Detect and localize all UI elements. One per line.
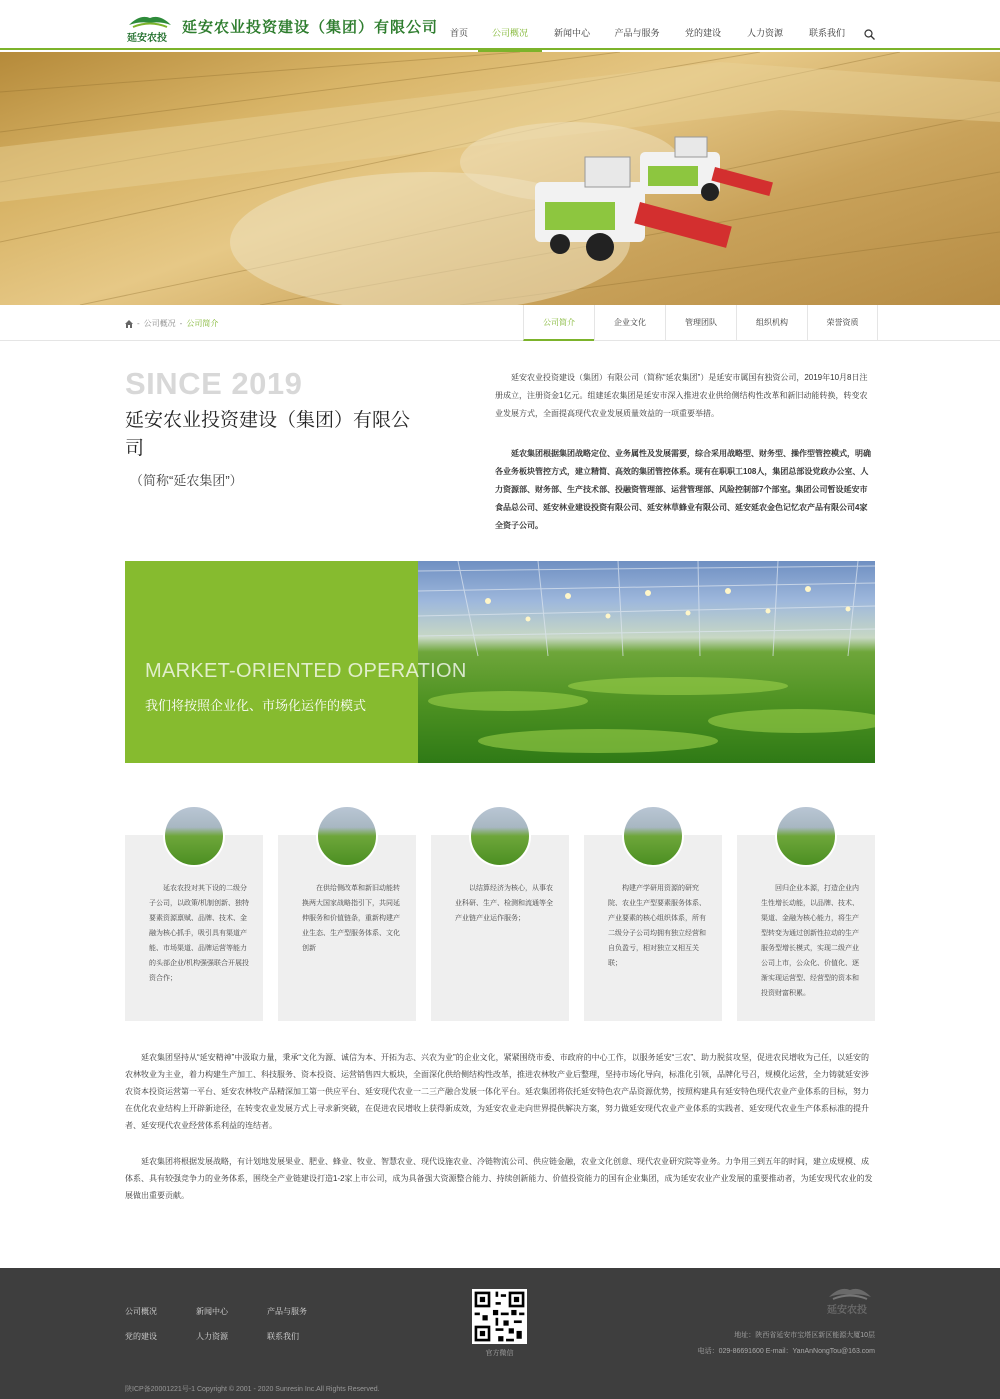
breadcrumb bbox=[125, 318, 218, 329]
breadcrumb-sep: - bbox=[137, 319, 140, 328]
footer-phone-email: 电话：029-86691600 E-mail：YanAnNongTou@163.com bbox=[697, 1348, 875, 1355]
site-header bbox=[0, 0, 1000, 50]
subtabs bbox=[523, 305, 878, 341]
body-paragraph-2: 延农集团将根据发展战略，有计划地发展果业、肥业、蜂业、牧业、智慧农业、现代设施农业、冷链物流公司、供应链金融，农业文化创意、现代农业研究院等业务。力争用三到五年的时间，建立成规模、成体系、具有较强竞争力的业务体系，围绕全产业链建设打造1-2家上市公司，成为具备强大资源整合能力、持续创新能力、价值投资能力的国有企业集团，成为延安农业产业发展的重要推动者，为延安现代农业的发展做出重要贡献。 bbox=[125, 1157, 873, 1200]
card-greenhouse-image bbox=[316, 805, 378, 867]
breadcrumb-sep: - bbox=[179, 319, 183, 328]
footer-link-contact[interactable]: 联系我们 bbox=[267, 1332, 299, 1341]
card-text: 回归企业本源，打造企业内生性增长动能，以品牌、技术、渠道、金融为核心能力，将生产型转变为通过创新性拉动的生产服务型增长模式，实现二级产业公司上市，公众化、价值化、逐渐实现运营型、经营型的资本和投资财富积累。 bbox=[761, 885, 859, 997]
body-paragraph-1: 延农集团坚持从“延安精神”中汲取力量，秉承“文化为源、诚信为本、开拓为志、兴农为业”的企业文化，紧紧围绕市委、市政府的中心工作，以服务延安“三农”、助力脱贫攻坚，促进农民增收为己任，以延安的农林牧业为主业，着力构建生产加工、科技服务、资本投资、运营销售四大板块，全面深化供给侧结构性改革，推进农林牧产业后整理，坚持市场化导向，标准化引领，品牌化号召，规模化运营，全力铸就延安涉农资本投资运营第一平台、延安农林牧产品精深加工第一供应平台、延安现代农业一二三产融合发展一体化平台。延农集团将依托延安特色农产品资源优势，按照构建具有延安特色现代农业产业体系的目标，努力在优化农业结构上开辟新途径，在转变农业发展方式上寻求新突破，在促进农民增收上获得新成效，为延安农业走向世界提供解决方案，努力做延安现代农业产业体系的实践者、延安现代农业生产体系标准的提升者、延安现代农业经营体系利益的连结者。 bbox=[125, 1053, 869, 1130]
footer-link-party[interactable]: 党的建设 bbox=[125, 1332, 157, 1341]
nav-company-overview[interactable]: 公司概况 bbox=[478, 0, 542, 50]
intro-title: 延安农业投资建设（集团）有限公司 bbox=[125, 410, 411, 459]
company-logo[interactable] bbox=[125, 8, 175, 44]
footer-link-hr[interactable]: 人力资源 bbox=[196, 1332, 228, 1341]
nav-hr[interactable]: 人力资源 bbox=[746, 28, 783, 38]
breadcrumb-level1[interactable]: 公司概况 bbox=[143, 319, 176, 328]
card-text: 以结算经济为核心，从事农业科研、生产、检测和流通等全产业链产业运作服务； bbox=[455, 885, 553, 922]
card-text: 在供给侧改革和新旧动能转换两大国家战略指引下，共同延伸服务和价值链条，重新构建产业生态、生产型服务体系、文化创新 bbox=[302, 885, 400, 952]
footer-link-news[interactable]: 新闻中心 bbox=[196, 1307, 228, 1316]
wechat-qr-code bbox=[472, 1289, 527, 1344]
footer-contact-info bbox=[698, 1328, 875, 1360]
tab-culture[interactable]: 企业文化 bbox=[594, 305, 665, 341]
nav-news[interactable]: 新闻中心 bbox=[553, 28, 590, 38]
footer-link-overview[interactable]: 公司概况 bbox=[125, 1307, 157, 1316]
tab-company-profile[interactable]: 公司简介 bbox=[523, 305, 594, 341]
nav-contact[interactable]: 联系我们 bbox=[808, 28, 845, 38]
hero-image-harvesters bbox=[0, 52, 1000, 305]
market-banner bbox=[125, 561, 875, 763]
site-footer bbox=[0, 1268, 1000, 1399]
card-greenhouse-image bbox=[622, 805, 684, 867]
logo-text: 延安农投 bbox=[127, 33, 167, 44]
footer-logo-text: 延安农投 bbox=[827, 1305, 867, 1316]
intro-paragraph-2: 延农集团根据集团战略定位、业务属性及发展需要，综合采用战略型、财务型、操作型管控模式，明确各业务板块管控方式，建立精简、高效的集团管控体系。现有在职职工108人，集团总部设党政办公室、人力资源部、财务部、生产技术部、投融资管理部、运营管理部、风险控制部7个部室。集团公司暂设延安市食品总公司、延安林业建设投资有限公司、延安林草蜂业有限公司、延安延农金色记忆农产品有限公司4家全资子公司。 bbox=[495, 449, 871, 530]
intro-subtitle: （简称“延农集团”） bbox=[130, 473, 243, 488]
sub-navigation bbox=[0, 305, 1000, 341]
card-greenhouse-image bbox=[163, 805, 225, 867]
card-greenhouse-image bbox=[775, 805, 837, 867]
banner-english-title: MARKET-ORIENTED OPERATION bbox=[145, 660, 467, 682]
card-text: 延农农投对其下设的二级分子公司，以政策/机制创新、独特要素资源禀赋、品牌、技术、金融为核心抓手，吸引具有渠道产能、市场渠道、品牌运营等能力的头部企业/机构强强联合开展投资合作； bbox=[149, 885, 249, 982]
main-nav bbox=[440, 0, 858, 50]
company-name: 延安农业投资建设（集团）有限公司 bbox=[182, 18, 439, 36]
nav-party[interactable]: 党的建设 bbox=[684, 28, 721, 38]
search-icon[interactable] bbox=[864, 27, 875, 38]
card-greenhouse-image bbox=[469, 805, 531, 867]
nav-home[interactable]: 首页 bbox=[449, 28, 468, 38]
tab-management[interactable]: 管理团队 bbox=[665, 305, 736, 341]
card-text: 构建产学研用资源的研究院、农业生产型要素服务体系、产业要素的核心组织体系，所有二级分子公司均拥有独立经营和自负盈亏，相对独立又相互关联； bbox=[608, 885, 706, 967]
tab-honors[interactable]: 荣誉资质 bbox=[807, 305, 878, 341]
footer-link-products[interactable]: 产品与服务 bbox=[267, 1307, 307, 1316]
qr-label: 官方微信 bbox=[485, 1350, 514, 1357]
footer-copyright: 陕ICP备20001221号-1 Copyright © 2001 - 2020 Sunresin Inc.All Rights Reserved. bbox=[125, 1386, 380, 1393]
intro-paragraph-1: 延安农业投资建设（集团）有限公司（简称“延农集团”）是延安市属国有独资公司，2019年10月8日注册成立，注册资金1亿元。组建延农集团是延安市深入推进农业供给侧结构性改革和新旧动能转换，转变农业发展方式，全面提高现代农业发展质量效益的一项重要举措。 bbox=[495, 373, 868, 418]
banner-chinese-subtitle: 我们将按照企业化、市场化运作的模式 bbox=[145, 698, 367, 713]
tab-organization[interactable]: 组织机构 bbox=[736, 305, 807, 341]
greenhouse-image bbox=[418, 561, 875, 763]
footer-address: 地址：陕西省延安市宝塔区新区能源大厦10层 bbox=[734, 1332, 875, 1339]
breadcrumb-current: 公司简介 bbox=[186, 319, 219, 328]
nav-products[interactable]: 产品与服务 bbox=[614, 28, 660, 38]
footer-logo bbox=[825, 1280, 875, 1316]
home-icon[interactable] bbox=[125, 320, 133, 328]
since-heading: SINCE 2019 bbox=[125, 366, 303, 401]
